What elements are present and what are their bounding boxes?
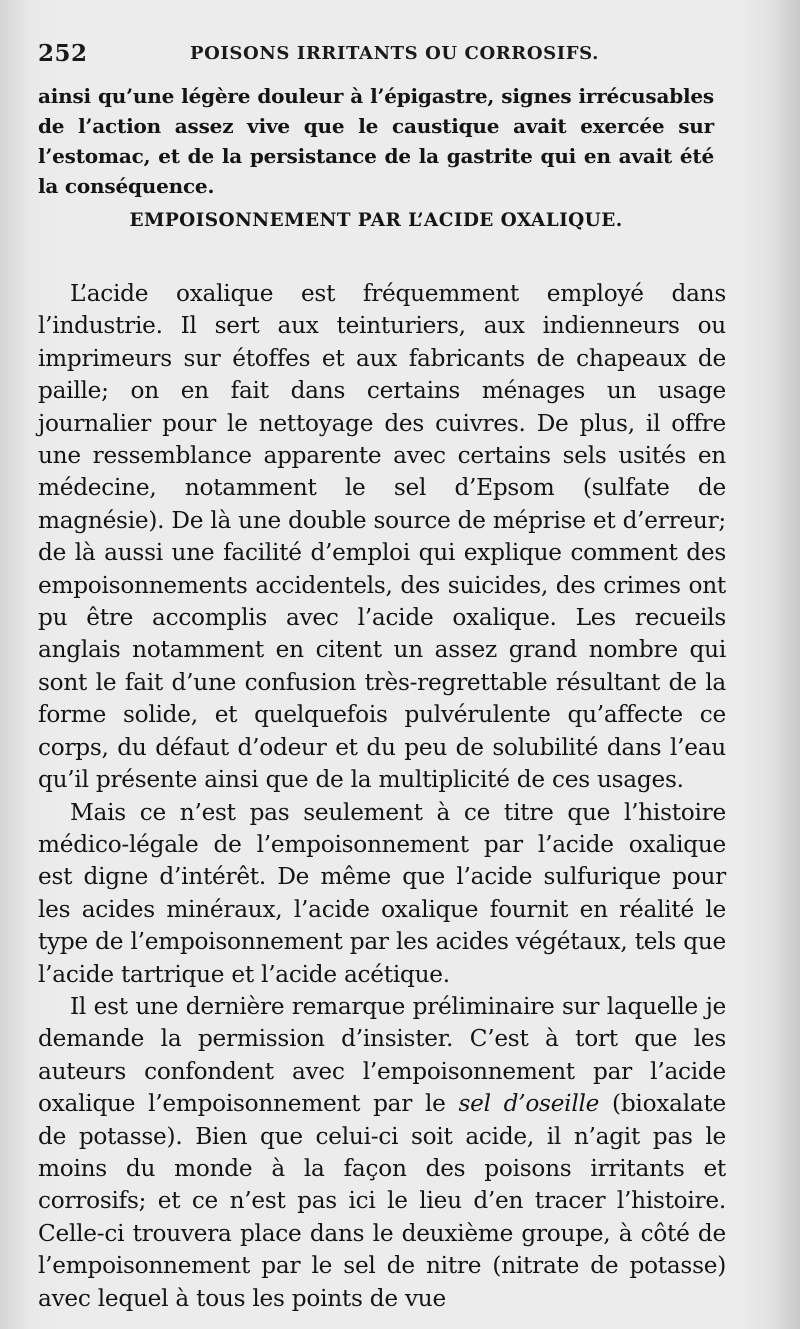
body-text [38,278,726,1315]
page-number: 252 [38,40,88,67]
paragraph-3-text-start: Il est une dernière remarque préliminaire sur laquelle je demande la permission d’insister. C’est à tort que les auteurs confondent avec l’empoisonnement par l’acide oxalique l’empoisonnement par le [38,992,726,1118]
section-heading: EMPOISONNEMENT PAR L’ACIDE OXALIQUE. [129,210,623,231]
running-title: POISONS IRRITANTS OU CORROSIFS. [190,43,599,64]
italic-term: sel d’oseille [458,1090,600,1118]
paragraph-2: Mais ce n’est pas seulement à ce titre que l’histoire médico-légale de l’empoisonnement par l’acide oxalique est digne d’intérêt. De même que l’acide sulfurique pour les acides minéraux, l’acide oxalique fournit en réalité le type de l’empoisonnement par les acides végétaux, tels que l’acide tartrique et l’acide acétique. [38,798,726,988]
continued-paragraph: ainsi qu’une légère douleur à l’épigastre, signes irrécusables de l’action assez vive que le caustique avait exercée sur l’estomac, et de la persistance de la gastrite qui en avait été la conséquence. [38,84,714,198]
paragraph-3-text-end: (bioxalate de potasse). Bien que celui-ci soit acide, il n’agit pas le moins du monde à la façon des poisons irritants et corrosifs; et ce n’est pas ici le lieu d’en tracer l’histoire. Celle-ci trouvera place dans le deuxième groupe, à côté de l’empoisonnement par le sel de nitre (nitrate de potasse) avec lequel à tous les points de vue [38,1090,726,1312]
paragraph-3 [38,991,726,1315]
paragraph-1: L’acide oxalique est fréquemment employé dans l’industrie. Il sert aux teinturiers, aux indienneurs ou imprimeurs sur étoffes et aux fabricants de chapeaux de paille; on en fait dans certains ménages un usage journalier pour le nettoyage des cuivres. De plus, il offre une ressemblance apparente avec certains sels usités en médecine, notamment le sel d’Epsom (sulfate de magnésie). De là une double source de méprise et d’erreur; de là aussi une facilité d’emploi qui explique comment des empoisonnements accidentels, des suicides, des crimes ont pu être accomplis avec l’acide oxalique. Les recueils anglais notamment en citent un assez grand nombre qui sont le fait d’une confusion très-regrettable résultant de la forme solide, et quelquefois pulvérulente qu’affecte ce corps, du défaut d’odeur et du peu de solubilité dans l’eau qu’il présente ainsi que de la multiplicité de ces usages. [38,280,726,794]
page-header [38,40,760,70]
